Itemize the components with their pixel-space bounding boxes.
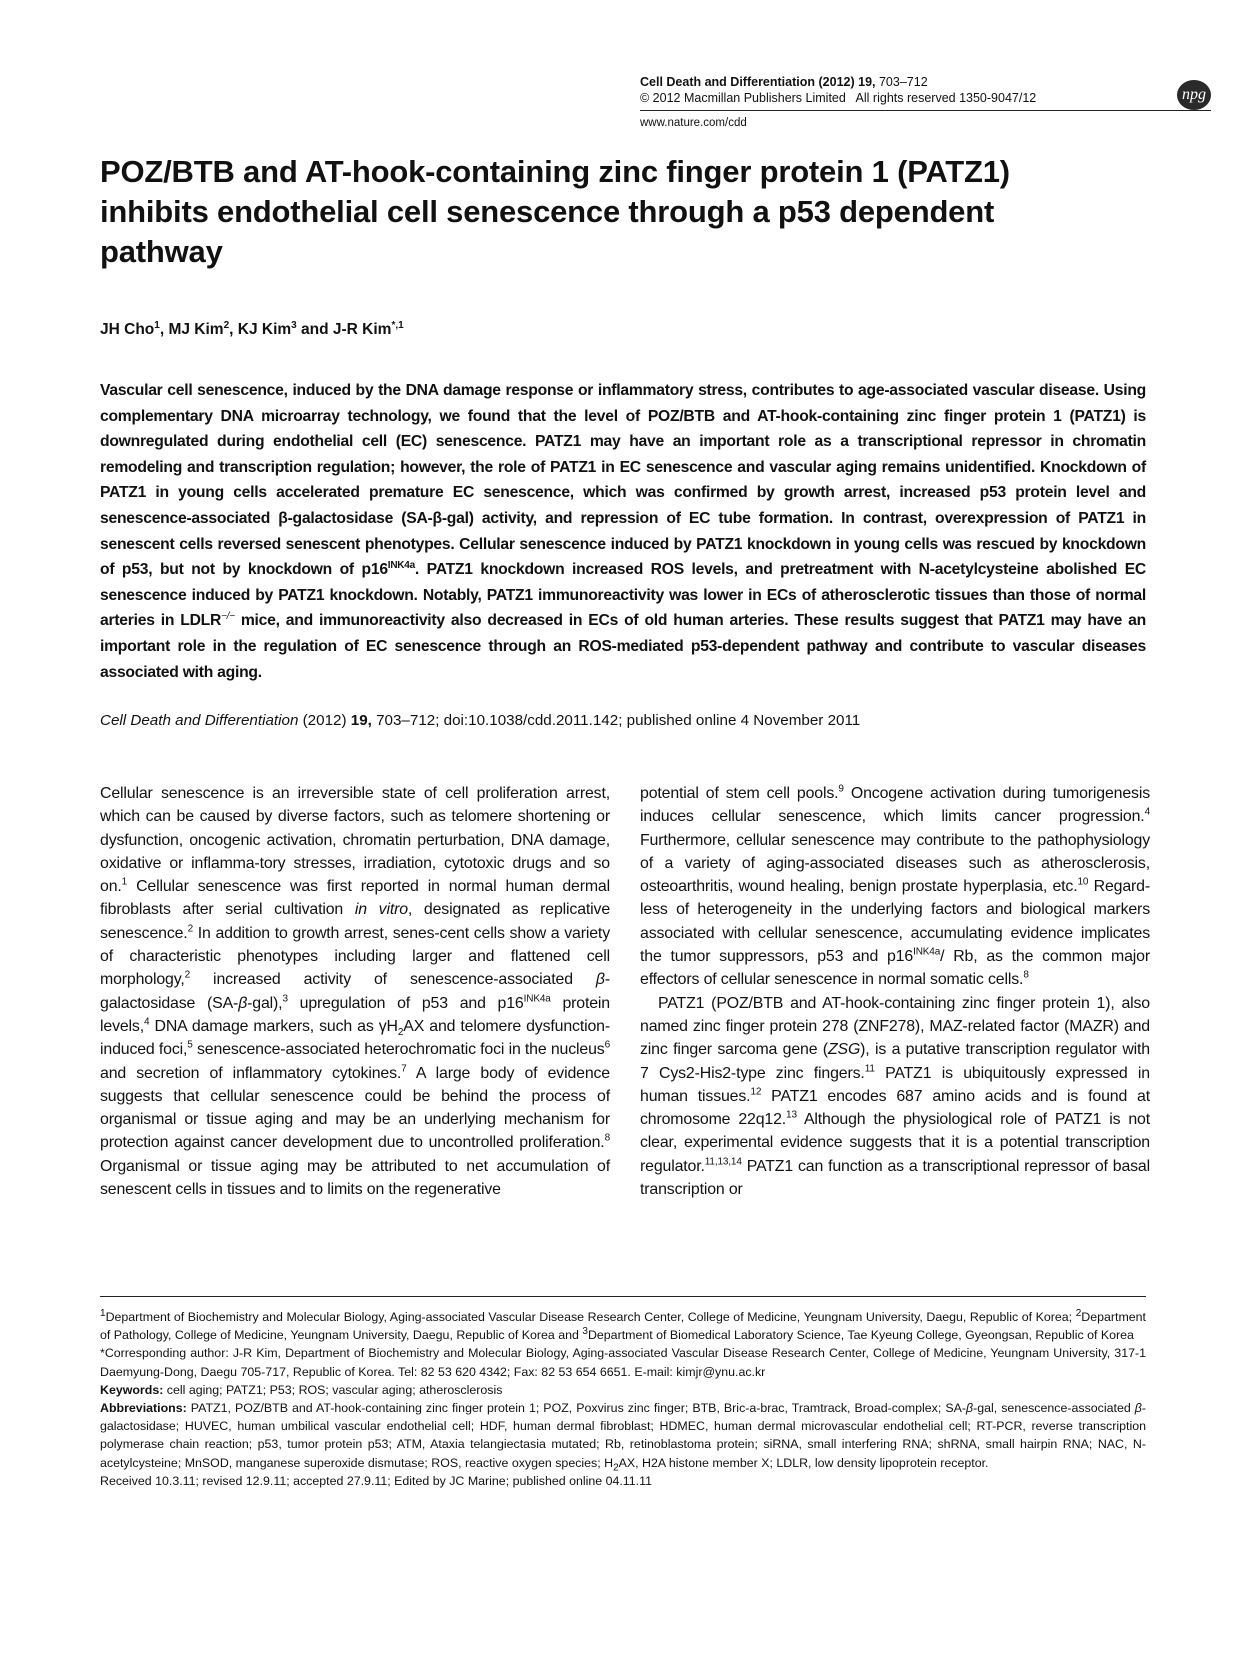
journal-name: Cell Death and Differentiation <box>640 75 816 89</box>
npg-logo: npg <box>1177 80 1211 110</box>
abbreviations-note <box>100 1399 1146 1472</box>
body-column-right <box>640 782 1150 1201</box>
abstract-text: . PATZ1 knockdown increased ROS levels, and pretreatment with N-acetylcysteine abolished EC senescence induced by PATZ1 knockdown. Notably, PATZ1 immunoreactivity was lower in ECs of atherosclerotic tissues than those of normal arteries in LDLR <box>100 561 1146 630</box>
header-rule <box>640 110 1211 111</box>
author-affiliation: *,1 <box>391 319 404 331</box>
article-title: POZ/BTB and AT-hook-containing zinc finger protein 1 (PATZ1) inhibits endothelial cell senescence through a p53 dependent pathway <box>100 154 1010 269</box>
citation-details: 703–712; doi:10.1038/cdd.2011.142; published online 4 November 2011 <box>371 712 861 729</box>
body-paragraph: potential of stem cell pools.$^9$ Oncogene activation during tumorigenesis induces cellular senescence, which limits cancer progression.$^4$ Furthermore, cellular senescence may contribute to the pathophysiology of a variety of aging-associated diseases such as atherosclerosis, osteoarthritis, wound healing, benign prostate hyperplasia, etc.$^{10}$ Regard-less of heterogeneity in the underlying factors and biological markers associated with cellular senescence, accumulating evidence implicates the tumor suppressors, p53 and $p16^{INK4a}/$ Rb, as the common major effectors of cellular senescence in normal somatic cells.$^8$ <box>640 783 1151 989</box>
journal-pages: 703–712 <box>878 75 928 89</box>
author-name: JH Cho <box>100 321 155 338</box>
abstract-superscript: −/− <box>221 611 235 623</box>
journal-header <box>640 74 1080 106</box>
author-affiliation: 1 <box>154 319 160 331</box>
keywords-note <box>100 1381 1146 1399</box>
footnotes <box>100 1308 1146 1490</box>
abstract-text: Vascular cell senescence, induced by the DNA damage response or inflammatory stress, contributes to age-associated vascular disease. Using complementary DNA microarray technology, we found that the level of POZ/BTB and AT-hook-containing zinc finger protein 1 (PATZ1) is downregulated during endothelial cell (EC) senescence. PATZ1 may have an important role as a transcriptional repressor in chromatin remodeling and transcription regulation; however, the role of PATZ1 in EC senescence and vascular aging remains unidentified. Knockdown of PATZ1 in young cells accelerated premature EC senescence, which was confirmed by growth arrest, increased p53 protein level and senescence-associated β-galactosidase (SA-β-gal) activity, and repression of EC tube formation. In contrast, overexpression of PATZ1 in senescent cells reversed senescent phenotypes. Cellular senescence induced by PATZ1 knockdown in young cells was rescued by knockdown of p53, but not by knockdown of p16 <box>100 382 1146 579</box>
abbreviations-text: PATZ1, POZ/BTB and AT-hook-containing zinc finger protein 1; POZ, Poxvirus zinc finger; BTB, Bric-a-brac, Tramtrack, Broad-complex; SA-β-gal, senescence-associated β-galactosidase; HUVEC, human umbilical vascular endothelial cell; HDF, human dermal fibroblast; HDMEC, human dermal microvascular endothelial cell; RT-PCR, reverse transcription polymerase chain reaction; p53, tumor protein p53; ATM, Ataxia telangiectasia mutated; Rb, retinoblastoma protein; siRNA, small interfering RNA; shRNA, small hairpin RNA; NAC, N-acetylcysteine; MnSOD, manganese superoxide dismutase; ROS, reactive oxygen species; $H_2AX$, H2A histone member X; LDLR, low density lipoprotein receptor. <box>100 1401 1146 1474</box>
author-name: J-R Kim <box>332 321 392 338</box>
citation-journal: Cell Death and Differentiation <box>100 712 299 729</box>
keywords-label: Keywords: <box>100 1382 164 1397</box>
author-name: MJ Kim <box>168 321 224 338</box>
author-list: JH Cho$^1$, MJ Kim$^2$, KJ Kim$^3$ and J-R Kim$^{*,1}$ <box>100 319 404 338</box>
copyright-line: © 2012 Macmillan Publishers Limited All rights reserved 1350-9047/12 <box>640 91 1037 105</box>
keywords-text: cell aging; PATZ1; P53; ROS; vascular aging; atherosclerosis <box>163 1382 503 1397</box>
body-column-left <box>100 782 610 1201</box>
abbreviations-label: Abbreviations: <box>100 1401 187 1416</box>
abstract-superscript: INK4a <box>387 559 415 571</box>
corresponding-author-note: *Corresponding author: J-R Kim, Department of Biochemistry and Molecular Biology, Aging-associated Vascular Disease Research Center, College of Medicine, Yeungnam University, 317-1 Daemyung-Dong, Daegu 705-717, Republic of Korea. Tel: 82 53 620 4342; Fax: 82 53 654 6651. E-mail: kimjr@ynu.ac.kr <box>100 1346 1146 1379</box>
footnote-rule <box>100 1296 1146 1297</box>
received-note: Received 10.3.11; revised 12.9.11; accepted 27.9.11; Edited by JC Marine; published online 04.11.11 <box>100 1473 652 1488</box>
journal-citation-line <box>640 74 1080 90</box>
body-paragraph: PATZ1 (POZ/BTB and AT-hook-containing zinc finger protein 1), also named zinc finger protein 278 (ZNF278), MAZ-related factor (MAZR) and zinc finger sarcoma gene (ZSG), is a putative transcription regulator with 7 Cys2-His2-type zinc fingers.$^{11}$ PATZ1 is ubiquitously expressed in human tissues.$^{12}$ PATZ1 encodes 687 amino acids and is found at chromosome 22q12.13 Although the physiological role of PATZ1 is not clear, experimental evidence suggests that it is a potential transcription regulator.$^{11,13,14}$ PATZ1 can function as a transcriptional repressor of basal transcription or <box>640 994 1151 1199</box>
citation-volume: 19, <box>350 712 372 729</box>
journal-year-volume: (2012) 19, <box>818 75 876 89</box>
citation-line <box>100 711 1146 731</box>
abstract-text: mice, and immunoreactivity also decreased in ECs of old human arteries. These results suggest that PATZ1 may have an important role in the regulation of EC senescence through an ROS-mediated p53-dependent pathway and contribute to vascular diseases associated with aging. <box>100 612 1146 681</box>
abstract <box>100 378 1146 685</box>
author-name: KJ Kim <box>237 321 292 338</box>
journal-url-link[interactable]: www.nature.com/cdd <box>640 117 747 129</box>
author-affiliation: 3 <box>291 319 297 331</box>
citation-year: (2012) <box>298 712 351 729</box>
body-paragraph: Cellular senescence is an irreversible state of cell proliferation arrest, which can be caused by diverse factors, such as telomere shortening or dysfunction, oncogenic activation, chromatin perturbation, DNA damage, oxidative or inflamma-tory stresses, irradiation, cytotoxic drugs and so on.$^1$ Cellular senescence was first reported in normal human dermal fibroblasts after serial cultivation in vitro, designated as replicative senescence.$^2$ In addition to growth arrest, senes-cent cells show a variety of characteristic phenotypes including larger and flattened cell morphology,$^2$ increased activity of senescence-associated β-galactosidase (SA-β-gal),$^3$ upregulation of p53 and $p16^{INK4a}$ protein levels,$^4$ DNA damage markers, such as $\gamma H_2AX$ and telomere dysfunction-induced foci,$^5$ senescence-associated heterochromatic foci in the nucleus$^6$ and secretion of inflammatory cytokines.$^7$ A large body of evidence suggests that cellular senescence could be behind the process of organismal or tissue aging and may be an underlying mechanism for protection against cancer development due to uncontrolled proliferation.$^8$ Organismal or tissue aging may be attributed to net accumulation of senescent cells in tissues and to limits on the regenerative <box>100 785 611 1199</box>
author-affiliation: 2 <box>223 319 230 331</box>
affiliations-note: $^1$Department of Biochemistry and Molecular Biology, Aging-associated Vascular Disease Research Center, College of Medicine, Yeungnam University, Daegu, Republic of Korea; $^2$Department of Pathology, College of Medicine, Yeungnam University, Daegu, Republic of Korea and $^3$Department of Biomedical Laboratory Science, Tae Kyeung College, Gyeongsan, Republic of Korea <box>100 1307 1146 1343</box>
